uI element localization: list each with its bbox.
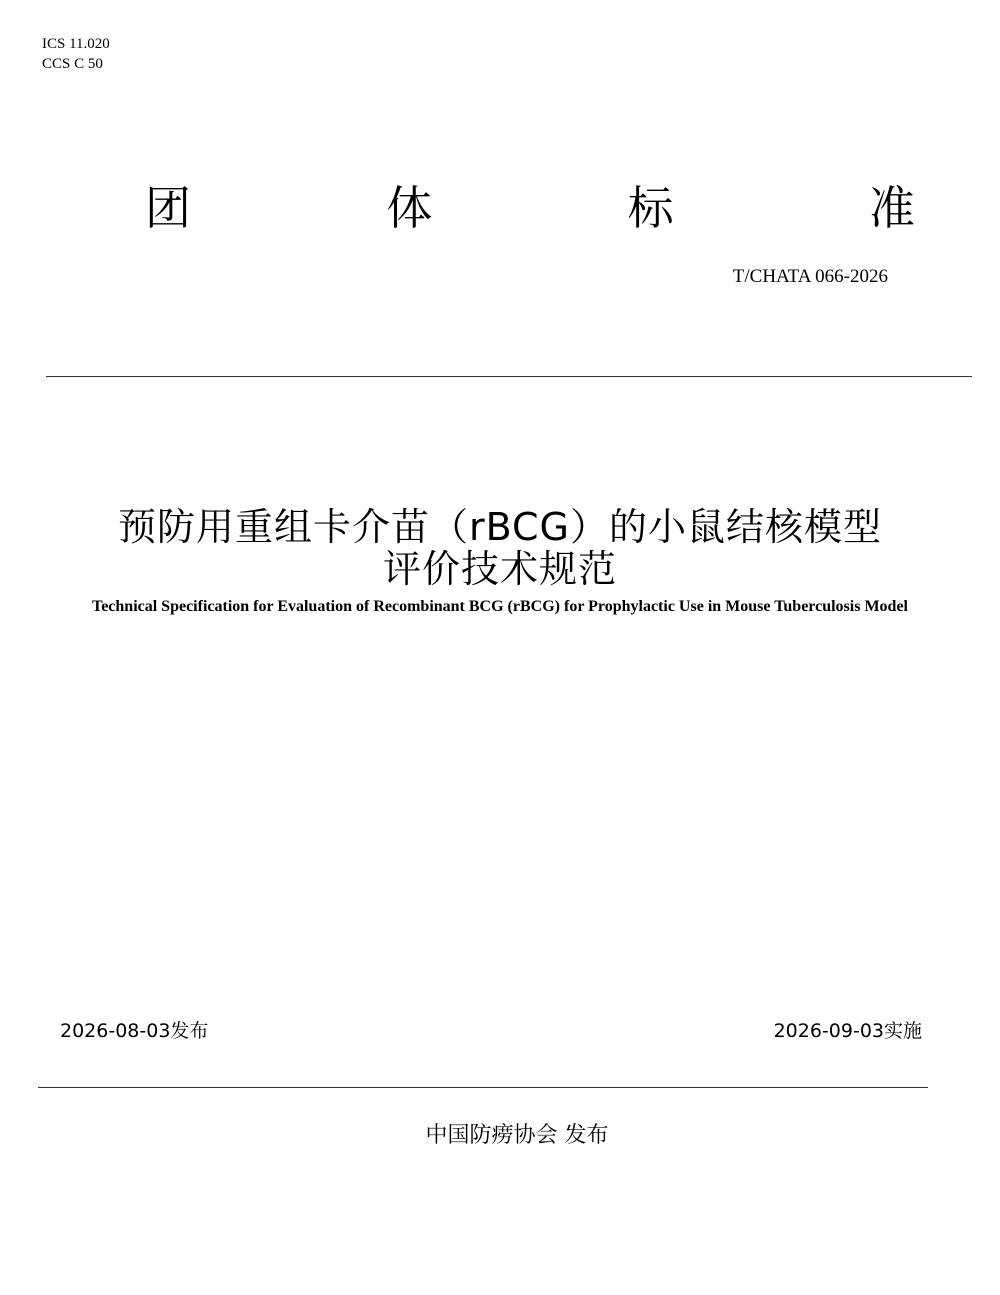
- standard-type-char-3: 标: [627, 181, 674, 235]
- standard-type-char-2: 体: [386, 181, 433, 235]
- ccs-code: CCS C 50: [42, 56, 103, 72]
- standard-type-heading: [120, 170, 940, 240]
- standard-type-char-1: 团: [145, 181, 191, 235]
- bottom-divider: [38, 1087, 928, 1088]
- implementation-date: 2026-09-03实施: [773, 1020, 922, 1042]
- ics-code: ICS 11.020: [42, 36, 110, 52]
- top-divider: [46, 376, 972, 377]
- publisher-line: 中国防痨协会 发布: [425, 1123, 609, 1148]
- standard-type-char-4: 准: [868, 181, 915, 235]
- classification-codes: [42, 34, 110, 74]
- title-english: Technical Specification for Evaluation of Recombinant BCG (rBCG) for Prophylactic Use in Mouse Tuberculosis Model: [91, 598, 908, 615]
- title-chinese-line-1: 预防用重组卡介苗（rBCG）的小鼠结核模型: [117, 505, 882, 549]
- title-chinese-line-2: 评价技术规范: [382, 547, 617, 591]
- publish-date: 2026-08-03发布: [60, 1020, 209, 1042]
- standard-number: T/CHATA 066-2026: [732, 266, 888, 287]
